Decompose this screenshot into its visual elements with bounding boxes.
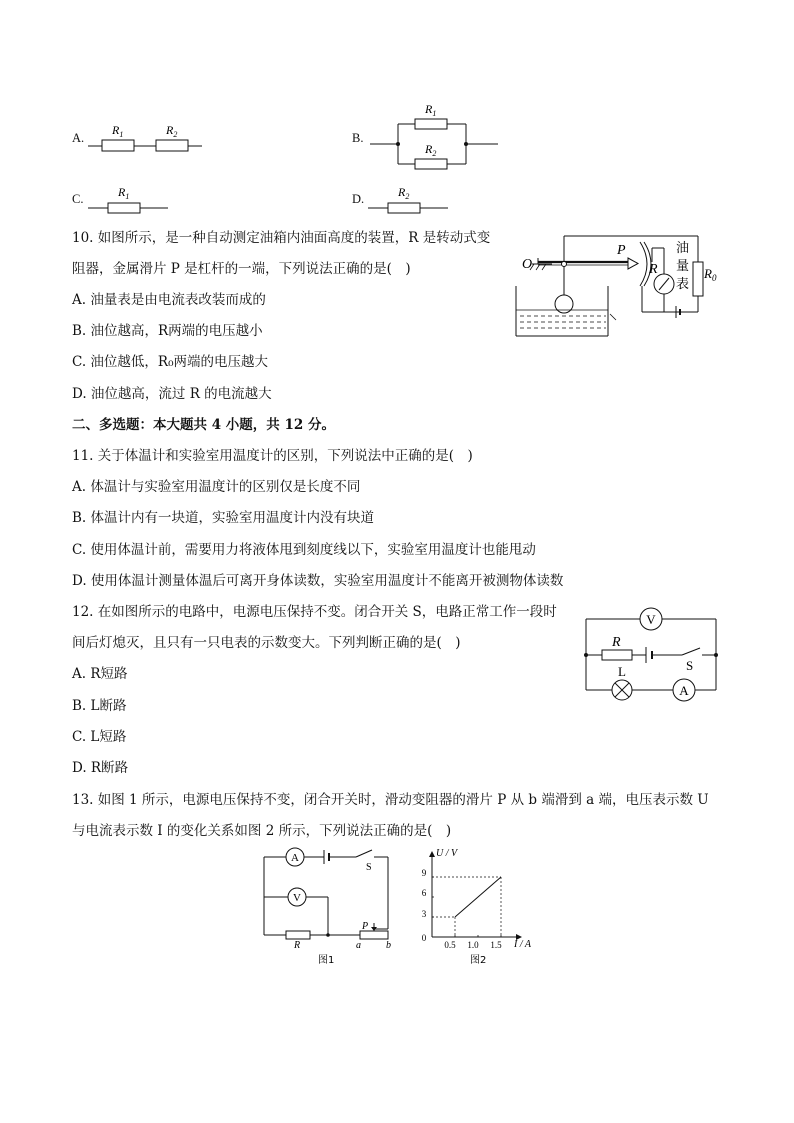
label-p: P [362,921,369,932]
label-r: R [294,940,301,951]
label-r2: $R_2$ [425,142,437,158]
label-s: S [366,862,372,873]
meter-label-3: 表 [676,277,690,292]
q11-option-a[interactable]: A. 体温计与实验室用温度计的区别仅是长度不同 [72,479,361,495]
section-title [72,415,335,435]
q12-stem-line1: 12. 在如图所示的电路中，电源电压保持不变。闭合开关 S，电路正常工作一段时 [72,604,557,620]
section-title-main: 二、多选题： [72,417,153,433]
y-tick-label: 0 [421,933,427,943]
option-letter: D. [352,192,365,206]
fig1-caption: 图1 [318,955,335,966]
resistor-r [286,931,310,939]
single-resistor-diagram [86,180,176,216]
section-title-detail: 本大题共 4 小题，共 12 分。 [153,417,335,433]
q11-option-c[interactable]: C. 使用体温计前，需要用力将液体甩到刻度线以下，实验室用温度计也能甩动 [72,542,536,558]
q11-stem: 11. 关于体温计和实验室用温度计的区别，下列说法中正确的是( ) [72,448,473,464]
q12-option-c[interactable]: C. L短路 [72,729,127,745]
x-tick-label: 0.5 [444,940,456,950]
q10-option-c[interactable]: C. 油位越低，R₀两端的电压越大 [72,354,269,370]
q10-option-b[interactable]: B. 油位越高，R两端的电压越小 [72,323,263,339]
y-tick-label: 3 [421,909,427,919]
label-s: S [686,658,694,673]
label-o: O [522,257,533,272]
q12-option-d[interactable]: D. R断路 [72,760,129,776]
meter-label-2: 量 [676,259,690,274]
label-end-b: b [386,940,391,951]
label-r0: $R_0$ [704,266,717,283]
label-r1: $R_1$ [425,102,437,118]
option-letter: B. [352,131,364,145]
resistor-r2 [388,203,420,213]
resistor-r0 [693,262,703,296]
option-letter: C. [72,192,84,206]
label-r: R [612,635,621,650]
label-r1: $R_1$ [118,185,130,201]
slide-rheostat [360,931,388,939]
fig2-caption: 图2 [470,955,487,966]
q10-stem-line2: 阻器，金属滑片 P 是杠杆的一端，下列说法正确的是( ) [72,261,411,277]
q12-circuit-diagram [580,602,724,710]
resistor-r1 [102,140,134,151]
parallel-resistors-diagram [368,98,503,170]
q11-option-b[interactable]: B. 体温计内有一块道，实验室用温度计内没有块道 [72,510,375,526]
q11-option-d[interactable]: D. 使用体温计测量体温后可离开身体读数，实验室用温度计不能离开被测物体读数 [72,573,564,589]
q10-stem-line1: 10. 如图所示，是一种自动测定油箱内油面高度的装置，R 是转动式变 [72,230,491,246]
x-tick-label: 1.0 [467,940,479,950]
meter-label-1: 油 [676,241,690,256]
series-resistors-diagram [86,118,206,158]
y-axis-label: U / V [436,848,458,859]
label-a: A [679,683,689,698]
q10-option-a[interactable]: A. 油量表是由电流表改装而成的 [72,292,266,308]
switch-s [356,850,372,857]
single-resistor-diagram [366,180,456,216]
q12-option-a[interactable]: A. R短路 [72,666,128,682]
q13-stem-line1: 13. 如图 1 所示，电源电压保持不变，闭合开关时，滑动变阻器的滑片 P 从 b 端滑到 a 端，电压表示数 U [72,792,709,808]
oil-gauge-diagram [512,228,722,346]
label-v: V [646,612,656,627]
chart-marks [432,877,501,937]
resistor-r2 [156,140,188,151]
chart-axes [422,848,532,950]
resistor-r1 [415,119,447,129]
resistor-r1 [108,203,140,213]
x-tick-label: 1.5 [490,940,502,950]
label-p: P [617,243,626,258]
switch-s [682,648,700,655]
label-l: L [618,664,626,679]
q13-figure2-chart [414,843,542,967]
option-letter: A. [72,131,85,145]
label-v: V [293,892,301,904]
label-r: R [649,262,658,277]
label-r1: $R_1$ [112,123,124,139]
y-tick-label: 6 [421,888,427,898]
q12-stem-line2: 间后灯熄灭，且只有一只电表的示数变大。下列判断正确的是( ) [72,635,461,651]
q10-option-d[interactable]: D. 油位越高，流过 R 的电流越大 [72,386,272,402]
q13-figure1-circuit [258,845,398,967]
y-tick-label: 9 [421,868,427,878]
q12-option-b[interactable]: B. L断路 [72,698,127,714]
resistor-r2 [415,159,447,169]
resistor-r [602,650,632,660]
label-a: A [291,852,299,864]
label-r2: $R_2$ [166,123,178,139]
q13-stem-line2: 与电流表示数 I 的变化关系如图 2 所示，下列说法正确的是( ) [72,823,452,839]
label-r2: $R_2$ [398,185,410,201]
y-axis-arrow [429,851,435,857]
x-axis-label: I / A [514,939,532,950]
label-end-a: a [356,940,361,951]
series-line [455,877,501,917]
